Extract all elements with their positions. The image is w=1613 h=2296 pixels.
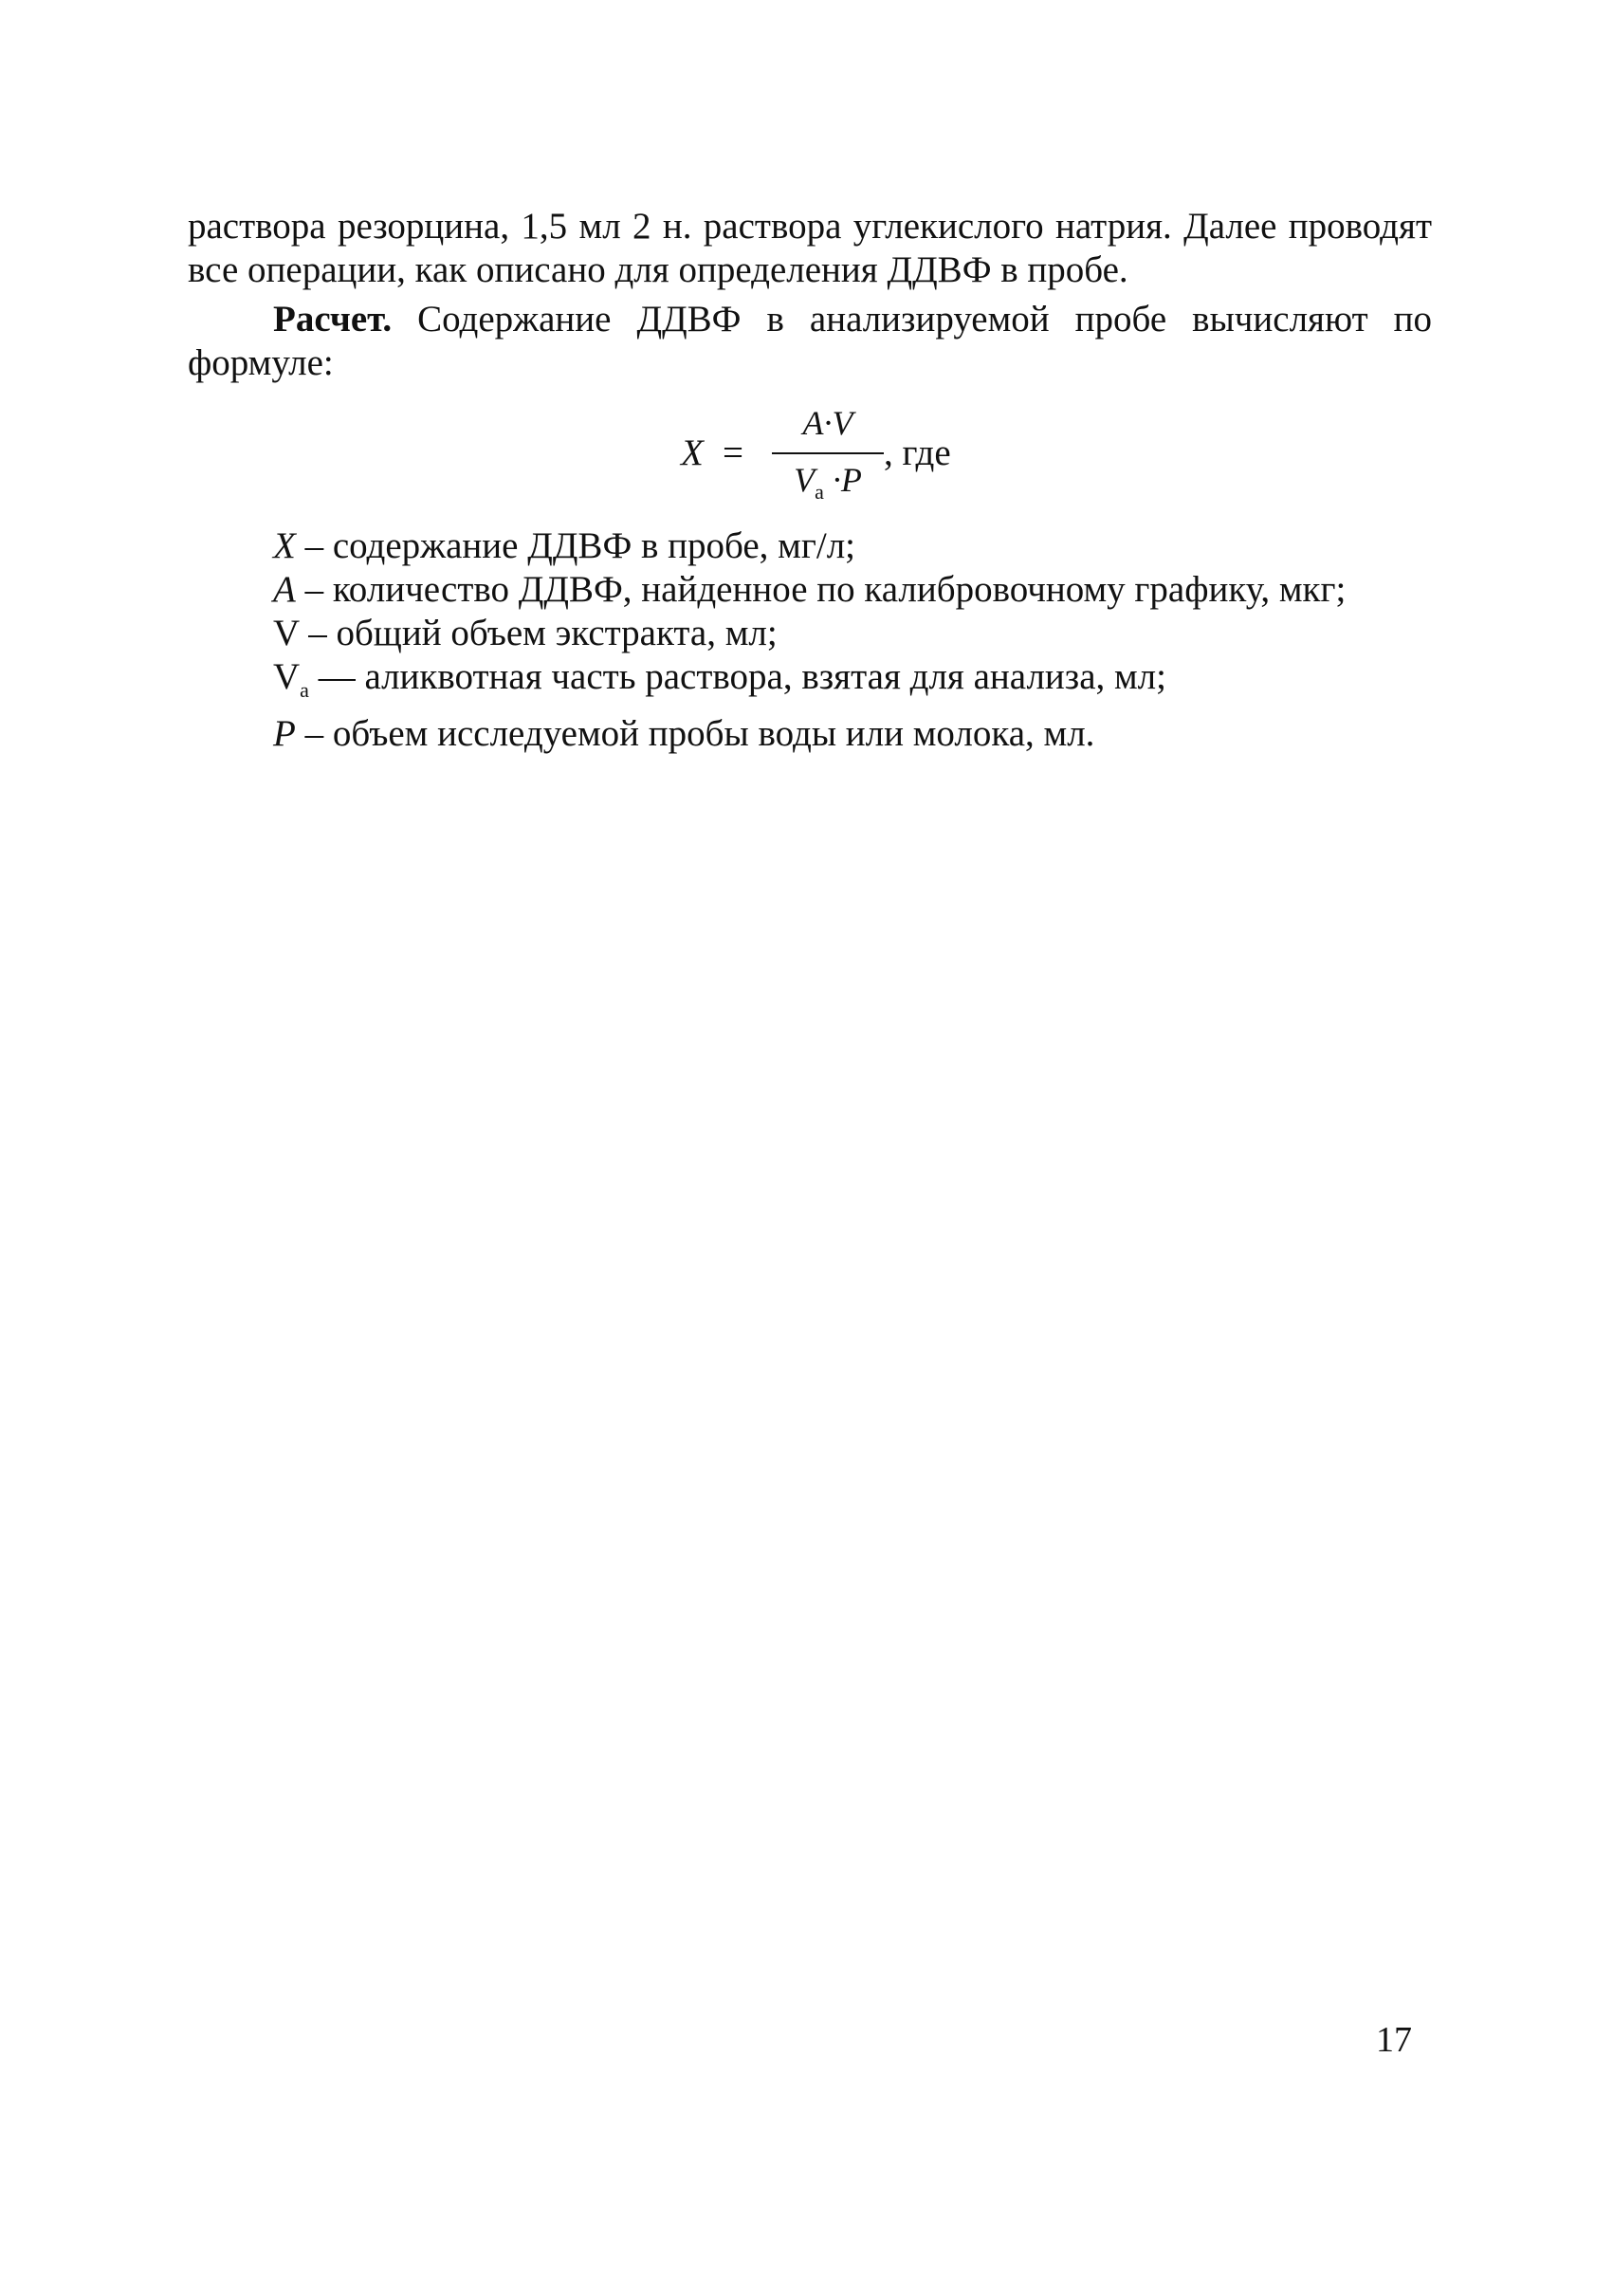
definition-symbol: V (273, 656, 301, 697)
paragraph-continuation: раствора резорцина, 1,5 мл 2 н. раствора углекислого натрия. Далее проводят все операции, как описано для определения ДДВФ в пробе. (188, 206, 1432, 290)
formula-suffix: , где (884, 432, 951, 473)
denominator-var: V (794, 461, 816, 499)
fraction-bar (772, 452, 884, 454)
formula-denominator (776, 460, 880, 505)
definition-text: – общий объем экстракта, мл; (299, 613, 778, 653)
definition-symbol: P (273, 712, 296, 754)
paragraph-calculation (188, 298, 1432, 385)
definition-item (273, 612, 1346, 655)
denominator-subscript: a (815, 480, 824, 505)
formula (681, 403, 1022, 526)
definition-text: – количество ДДВФ, найденное по калибровочному графику, мкг; (295, 569, 1347, 610)
definition-item (273, 712, 1346, 756)
calculation-text: Содержание ДДВФ в анализируемой пробе вычисляют по формуле: (188, 299, 1432, 383)
definition-text: – содержание ДДВФ в пробе, мг/л; (295, 525, 855, 566)
definition-symbol: X (273, 525, 296, 566)
definition-symbol: V (273, 613, 300, 653)
page-number: 17 (1376, 2020, 1412, 2060)
definition-symbol: A (273, 569, 296, 610)
definition-item (273, 524, 1346, 568)
definition-item (273, 655, 1346, 712)
definition-text: — аликвотная часть раствора, взятая для анализа, мл; (308, 656, 1166, 697)
calculation-heading: Расчет. (273, 299, 393, 340)
definition-text: – объем исследуемой пробы воды или молока, мл. (295, 712, 1095, 754)
formula-equals: = (723, 432, 743, 473)
formula-lhs: X (681, 432, 704, 473)
variable-definitions (273, 524, 1346, 756)
denominator-rest: ·P (823, 461, 862, 499)
definition-item (273, 568, 1346, 612)
definition-subscript: a (300, 677, 309, 702)
formula-numerator: A·V (802, 404, 853, 442)
